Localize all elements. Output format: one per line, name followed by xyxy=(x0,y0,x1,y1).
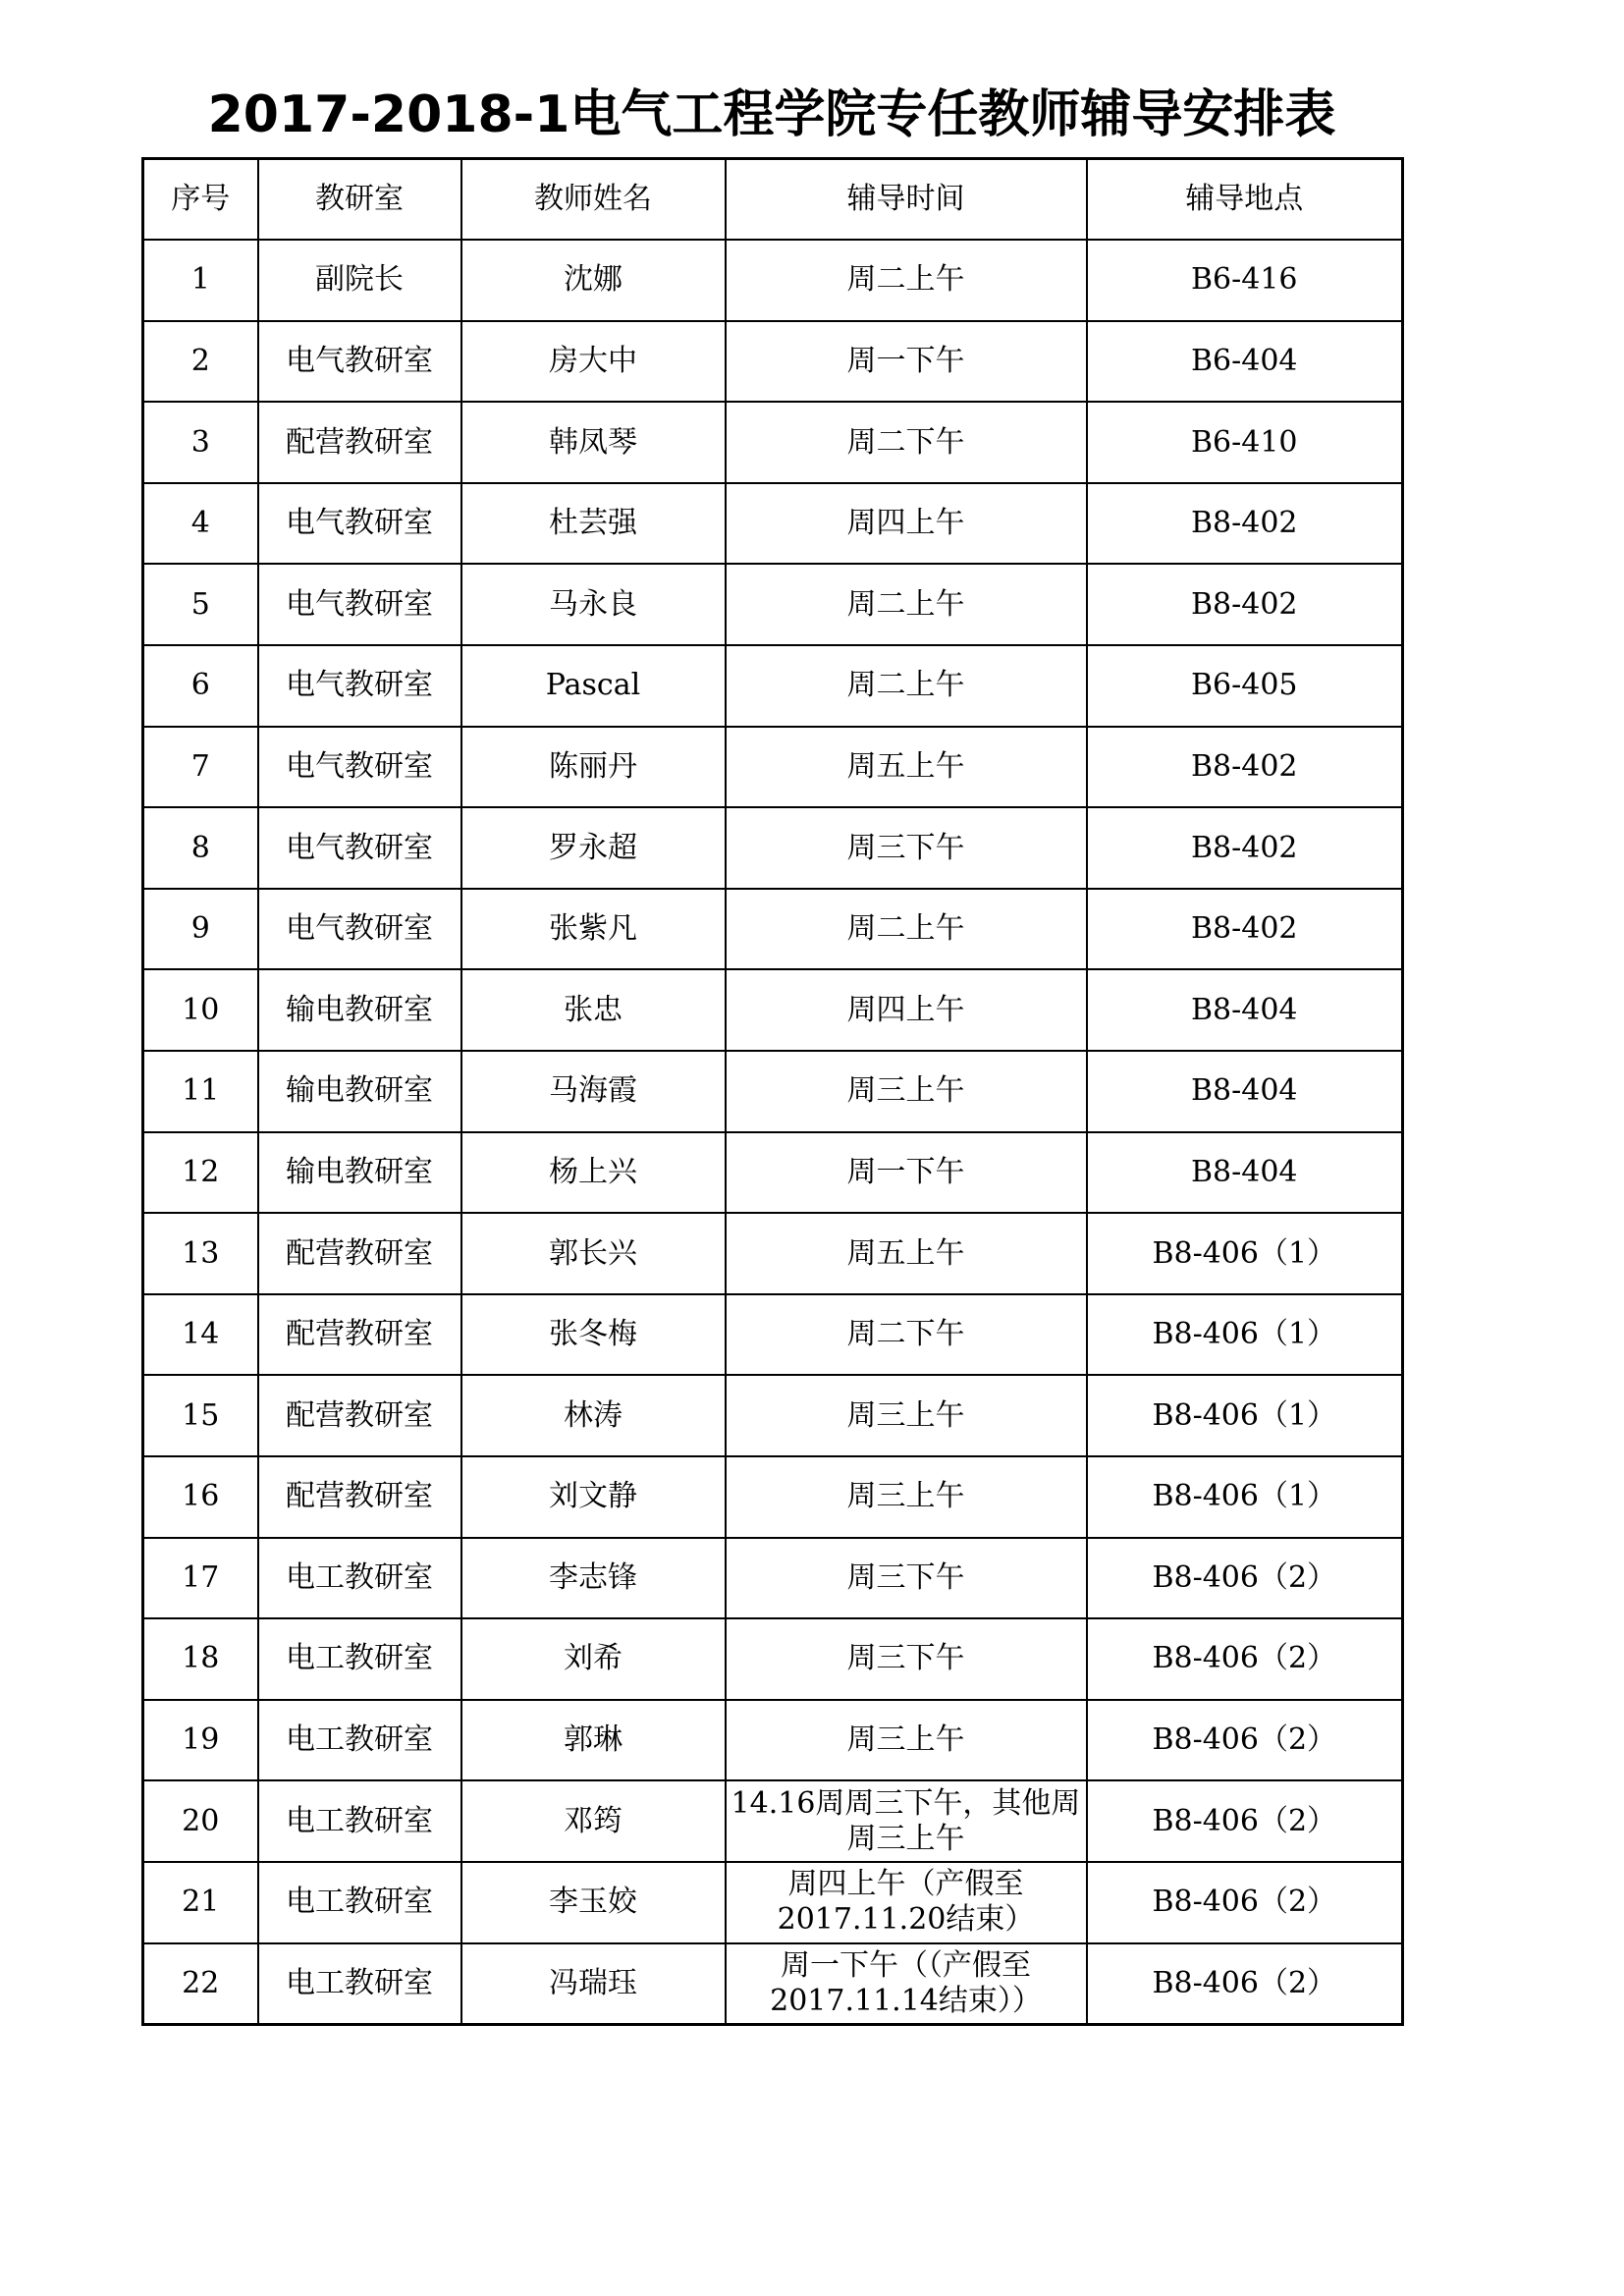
row-no: 10 xyxy=(143,969,258,1051)
row-dept: 电气教研室 xyxy=(258,889,461,970)
row-dept: 副院长 xyxy=(258,240,461,321)
row-place: B8-406（1） xyxy=(1087,1213,1403,1294)
row-teacher-name: 马永良 xyxy=(461,564,726,645)
table-row xyxy=(143,1132,1403,1214)
table-row xyxy=(143,1213,1403,1294)
row-dept: 电工教研室 xyxy=(258,1538,461,1619)
table-row xyxy=(143,1375,1403,1456)
schedule-table xyxy=(141,157,1404,2026)
row-no: 22 xyxy=(143,1943,258,2025)
row-place: B6-404 xyxy=(1087,321,1403,403)
row-time: 14.16周周三下午，其他周周三上午 xyxy=(726,1780,1087,1862)
row-time: 周三上午 xyxy=(726,1700,1087,1781)
row-teacher-name: 李志锋 xyxy=(461,1538,726,1619)
table-row xyxy=(143,1538,1403,1619)
table-row xyxy=(143,321,1403,403)
table-row xyxy=(143,402,1403,483)
row-no: 12 xyxy=(143,1132,258,1214)
table-row xyxy=(143,483,1403,565)
row-no: 6 xyxy=(143,645,258,727)
row-place: B8-402 xyxy=(1087,807,1403,889)
row-time: 周四上午 xyxy=(726,969,1087,1051)
row-place: B6-410 xyxy=(1087,402,1403,483)
row-dept: 输电教研室 xyxy=(258,1051,461,1132)
row-no: 16 xyxy=(143,1456,258,1538)
table-row xyxy=(143,1700,1403,1781)
row-dept: 电气教研室 xyxy=(258,807,461,889)
row-dept: 输电教研室 xyxy=(258,1132,461,1214)
row-place: B6-405 xyxy=(1087,645,1403,727)
row-place: B8-406（2） xyxy=(1087,1780,1403,1862)
row-dept: 电工教研室 xyxy=(258,1943,461,2025)
row-time: 周三上午 xyxy=(726,1375,1087,1456)
row-no: 11 xyxy=(143,1051,258,1132)
row-dept: 电工教研室 xyxy=(258,1700,461,1781)
row-no: 13 xyxy=(143,1213,258,1294)
row-time: 周二下午 xyxy=(726,402,1087,483)
header-dept: 教研室 xyxy=(258,159,461,241)
header-place: 辅导地点 xyxy=(1087,159,1403,241)
row-time: 周一下午 xyxy=(726,321,1087,403)
row-dept: 电气教研室 xyxy=(258,321,461,403)
row-dept: 电气教研室 xyxy=(258,645,461,727)
table-row xyxy=(143,1456,1403,1538)
table-row xyxy=(143,1294,1403,1376)
row-teacher-name: 韩凤琴 xyxy=(461,402,726,483)
row-time: 周一下午 xyxy=(726,1132,1087,1214)
row-dept: 电工教研室 xyxy=(258,1862,461,1943)
row-dept: 电气教研室 xyxy=(258,727,461,808)
table-row xyxy=(143,645,1403,727)
table-row xyxy=(143,727,1403,808)
row-place: B8-406（2） xyxy=(1087,1943,1403,2025)
row-teacher-name: 张紫凡 xyxy=(461,889,726,970)
row-no: 5 xyxy=(143,564,258,645)
row-dept: 电工教研室 xyxy=(258,1780,461,1862)
row-teacher-name: 李玉姣 xyxy=(461,1862,726,1943)
row-dept: 配营教研室 xyxy=(258,1294,461,1376)
row-place: B8-406（2） xyxy=(1087,1700,1403,1781)
table-row xyxy=(143,240,1403,321)
table-row xyxy=(143,1862,1403,1943)
table-row xyxy=(143,1051,1403,1132)
row-time: 周三下午 xyxy=(726,1618,1087,1700)
table-row xyxy=(143,564,1403,645)
row-time: 周四上午 xyxy=(726,483,1087,565)
row-place: B8-404 xyxy=(1087,1051,1403,1132)
row-time: 周三下午 xyxy=(726,1538,1087,1619)
row-teacher-name: 马海霞 xyxy=(461,1051,726,1132)
row-time: 周二下午 xyxy=(726,1294,1087,1376)
row-time: 周五上午 xyxy=(726,727,1087,808)
row-dept: 配营教研室 xyxy=(258,402,461,483)
row-teacher-name: 刘希 xyxy=(461,1618,726,1700)
row-no: 14 xyxy=(143,1294,258,1376)
table-row xyxy=(143,1943,1403,2025)
row-teacher-name: Pascal xyxy=(461,645,726,727)
row-dept: 输电教研室 xyxy=(258,969,461,1051)
table-body xyxy=(143,240,1403,2024)
row-teacher-name: 杨上兴 xyxy=(461,1132,726,1214)
row-dept: 电工教研室 xyxy=(258,1618,461,1700)
row-teacher-name: 张冬梅 xyxy=(461,1294,726,1376)
row-time: 周二上午 xyxy=(726,889,1087,970)
row-time: 周五上午 xyxy=(726,1213,1087,1294)
row-teacher-name: 邓筠 xyxy=(461,1780,726,1862)
row-place: B8-402 xyxy=(1087,483,1403,565)
row-teacher-name: 陈丽丹 xyxy=(461,727,726,808)
row-teacher-name: 罗永超 xyxy=(461,807,726,889)
row-teacher-name: 房大中 xyxy=(461,321,726,403)
row-time: 周二上午 xyxy=(726,564,1087,645)
row-place: B8-404 xyxy=(1087,1132,1403,1214)
row-no: 4 xyxy=(143,483,258,565)
table-row xyxy=(143,969,1403,1051)
page-title: 2017-2018-1电气工程学院专任教师辅导安排表 xyxy=(207,85,1336,144)
row-no: 19 xyxy=(143,1700,258,1781)
row-dept: 配营教研室 xyxy=(258,1456,461,1538)
row-teacher-name: 张忠 xyxy=(461,969,726,1051)
row-no: 20 xyxy=(143,1780,258,1862)
table-row xyxy=(143,1618,1403,1700)
row-place: B8-406（1） xyxy=(1087,1456,1403,1538)
row-dept: 电气教研室 xyxy=(258,564,461,645)
row-dept: 配营教研室 xyxy=(258,1213,461,1294)
row-teacher-name: 刘文静 xyxy=(461,1456,726,1538)
row-time: 周四上午（产假至2017.11.20结束） xyxy=(726,1862,1087,1943)
row-time: 周三下午 xyxy=(726,807,1087,889)
row-time: 周二上午 xyxy=(726,240,1087,321)
header-no: 序号 xyxy=(143,159,258,241)
row-no: 2 xyxy=(143,321,258,403)
header-name: 教师姓名 xyxy=(461,159,726,241)
row-place: B6-416 xyxy=(1087,240,1403,321)
table-row xyxy=(143,807,1403,889)
row-place: B8-402 xyxy=(1087,889,1403,970)
row-no: 18 xyxy=(143,1618,258,1700)
row-time: 周一下午（（产假至2017.11.14结束）） xyxy=(726,1943,1087,2025)
row-place: B8-402 xyxy=(1087,564,1403,645)
row-teacher-name: 郭琳 xyxy=(461,1700,726,1781)
row-no: 1 xyxy=(143,240,258,321)
row-no: 15 xyxy=(143,1375,258,1456)
row-place: B8-406（1） xyxy=(1087,1294,1403,1376)
row-time: 周三上午 xyxy=(726,1051,1087,1132)
table-row xyxy=(143,1780,1403,1862)
row-teacher-name: 杜芸强 xyxy=(461,483,726,565)
row-place: B8-404 xyxy=(1087,969,1403,1051)
row-teacher-name: 冯瑞珏 xyxy=(461,1943,726,2025)
row-no: 3 xyxy=(143,402,258,483)
row-place: B8-406（2） xyxy=(1087,1862,1403,1943)
row-no: 8 xyxy=(143,807,258,889)
header-time: 辅导时间 xyxy=(726,159,1087,241)
row-dept: 配营教研室 xyxy=(258,1375,461,1456)
row-teacher-name: 林涛 xyxy=(461,1375,726,1456)
row-no: 17 xyxy=(143,1538,258,1619)
row-teacher-name: 沈娜 xyxy=(461,240,726,321)
row-time: 周二上午 xyxy=(726,645,1087,727)
header-row xyxy=(143,159,1403,241)
row-place: B8-406（2） xyxy=(1087,1618,1403,1700)
row-place: B8-402 xyxy=(1087,727,1403,808)
row-time: 周三上午 xyxy=(726,1456,1087,1538)
row-dept: 电气教研室 xyxy=(258,483,461,565)
row-place: B8-406（2） xyxy=(1087,1538,1403,1619)
row-no: 7 xyxy=(143,727,258,808)
table-row xyxy=(143,889,1403,970)
row-no: 21 xyxy=(143,1862,258,1943)
row-no: 9 xyxy=(143,889,258,970)
row-teacher-name: 郭长兴 xyxy=(461,1213,726,1294)
row-place: B8-406（1） xyxy=(1087,1375,1403,1456)
